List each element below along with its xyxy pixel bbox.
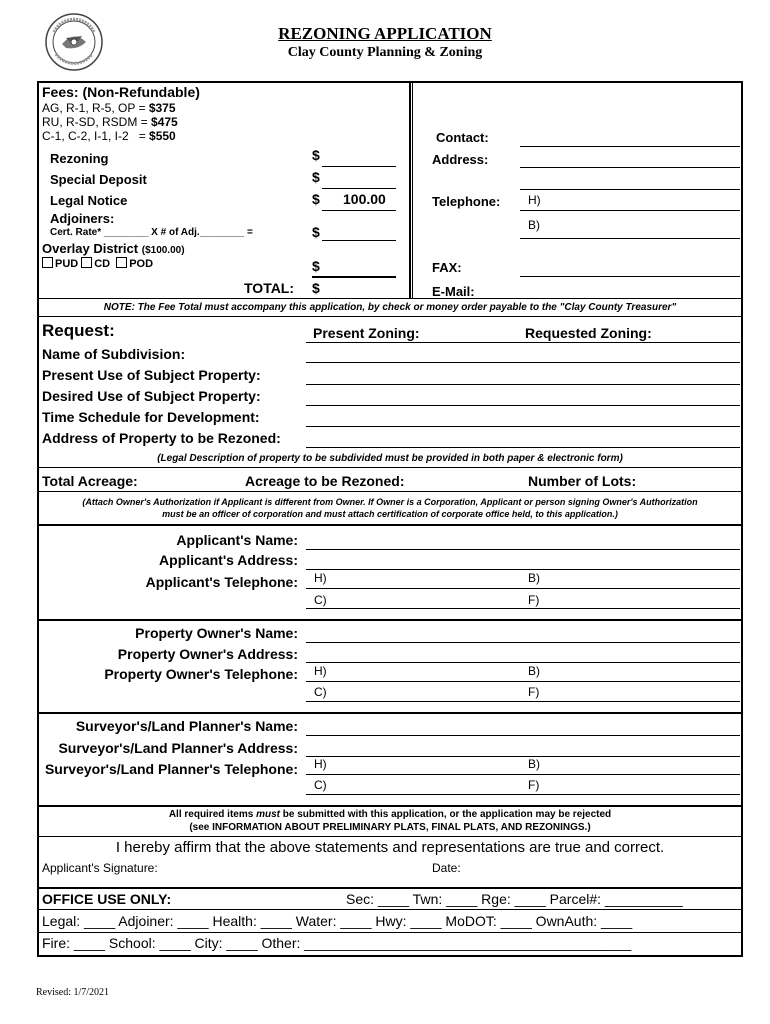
overlay-label: Overlay District ($100.00) (42, 241, 185, 256)
applicant-name-label: Applicant's Name: (176, 532, 298, 548)
page-subtitle: Clay County Planning & Zoning (287, 45, 483, 60)
telephone-label: Telephone: (432, 194, 501, 209)
legal-notice-label: Legal Notice (50, 193, 128, 208)
fee-schedule: AG, R-1, R-5, OP = $375 RU, R-SD, RSDM = $475 C-1, C-2, I-1, I-2 = $550 (42, 101, 178, 143)
email-label: E-Mail: (432, 284, 475, 299)
special-deposit-label: Special Deposit (50, 172, 147, 187)
number-of-lots-label: Number of Lots: (528, 473, 637, 489)
fee-note: NOTE: The Fee Total must accompany this application, by check or money order payable to the "Clay County Treasurer" (103, 302, 677, 313)
county-seal (44, 12, 104, 72)
office-use-line-3: Fire: ____ School: ____ City: ____ Other: __________________________________________ (42, 935, 632, 951)
property-address-label: Address of Property to be Rezoned: (42, 430, 281, 446)
page-title: REZONING APPLICATION (278, 24, 492, 43)
surveyor-name-label: Surveyor's/Land Planner's Name: (75, 718, 298, 734)
rezoning-label: Rezoning (50, 151, 109, 166)
legal-description-note: (Legal Description of property to be subdivided must be provided in both paper & electronic form) (157, 453, 623, 464)
authorization-note-1: (Attach Owner's Authorization if Applicant is different from Owner. If Owner is a Corporation, Applicant or person signing Owner's Authorization (82, 497, 698, 507)
fax-label: FAX: (432, 260, 462, 275)
required-items-reference: (see INFORMATION ABOUT PRELIMINARY PLATS, FINAL PLATS, AND REZONINGS.) (189, 822, 591, 833)
fees-heading: Fees: (Non-Refundable) (42, 84, 200, 100)
present-zoning-label: Present Zoning: (313, 325, 420, 341)
surveyor-address-label: Surveyor's/Land Planner's Address: (58, 740, 298, 756)
desired-use-label: Desired Use of Subject Property: (42, 388, 261, 404)
owner-address-label: Property Owner's Address: (117, 646, 298, 662)
owner-name-label: Property Owner's Name: (135, 625, 298, 641)
pod-checkbox[interactable] (116, 257, 127, 268)
office-use-heading: OFFICE USE ONLY: (42, 891, 172, 907)
total-label: TOTAL: (244, 280, 295, 296)
date-label: Date: (432, 861, 461, 875)
surveyor-telephone-label: Surveyor's/Land Planner's Telephone: (44, 761, 298, 777)
subdivision-label: Name of Subdivision: (42, 346, 186, 362)
owner-telephone-label: Property Owner's Telephone: (104, 666, 298, 682)
contact-label: Contact: (436, 130, 489, 145)
revision-date: Revised: 1/7/2021 (36, 987, 110, 998)
request-heading: Request: (42, 321, 115, 340)
cd-checkbox[interactable] (81, 257, 92, 268)
office-use-line-2: Legal: ____ Adjoiner: ____ Health: ____ Water: ____ Hwy: ____ MoDOT: ____ OwnAuth: ____ (42, 913, 633, 929)
required-items-note: All required items must be submitted with this application, or the application may be rejected (168, 809, 612, 820)
office-use-line-1: Sec: ____ Twn: ____ Rge: ____ Parcel#: __________ (346, 891, 683, 907)
applicant-telephone-label: Applicant's Telephone: (145, 574, 298, 590)
affirmation-statement: I hereby affirm that the above statements and representations are true and correct. (115, 839, 665, 856)
applicant-address-label: Applicant's Address: (159, 552, 298, 568)
cert-rate-label: Cert. Rate* ________ X # of Adj.________ = (50, 227, 253, 238)
signature-label: Applicant's Signature: (42, 861, 158, 875)
requested-zoning-label: Requested Zoning: (525, 325, 652, 341)
address-label: Address: (432, 152, 489, 167)
pud-checkbox[interactable] (42, 257, 53, 268)
legal-notice-amount: 100.00 (343, 191, 386, 207)
adjoiners-label: Adjoiners: (50, 211, 115, 226)
time-schedule-label: Time Schedule for Development: (42, 409, 260, 425)
present-use-label: Present Use of Subject Property: (42, 367, 261, 383)
acreage-rezoned-label: Acreage to be Rezoned: (245, 473, 405, 489)
overlay-options: PUD CD POD (42, 257, 153, 270)
authorization-note-2: must be an officer of corporation and must attach certification of corporate office held, to this application.) (162, 509, 618, 519)
total-acreage-label: Total Acreage: (42, 473, 138, 489)
